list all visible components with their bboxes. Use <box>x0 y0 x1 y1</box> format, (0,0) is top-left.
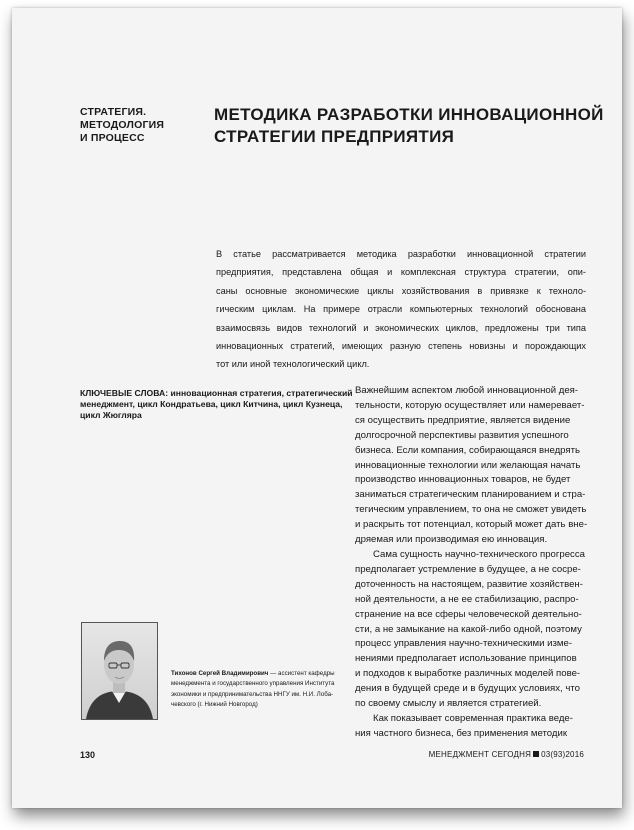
journal-name: МЕНЕДЖМЕНТ СЕГОДНЯ <box>428 750 532 759</box>
author-name: Тихонов Сергей Владимирович <box>171 670 269 677</box>
author-portrait-icon <box>82 623 157 719</box>
square-separator-icon <box>533 751 539 757</box>
article-title: МЕТОДИКА РАЗРАБОТКИ ИННОВАЦИОННОЙ СТРАТЕГИИ ПРЕДПРИЯТИЯ <box>214 105 604 146</box>
keywords: КЛЮЧЕВЫЕ СЛОВА: инновационная стратегия, стратегический менеджмент, цикл Кондратьева, цикл Китчина, цикл Кузнеца, цикл Жюгляра <box>80 388 353 421</box>
abstract: В статье рассматривается методика разработки инновационной стратегии предприятия, представлена общая и комплексная структура стратегии, опи- саны основные экономические циклы хозяйствования в привязке к техноло- гическим циклам. На примере отрасли компьютерных технологий обоснована взаимосвязь видов технологий и экономических циклов, предложены три типа инновационных стратегий, имеющих разную степень новизны и порождающих тот или иной технологический цикл. <box>216 249 586 370</box>
journal-page <box>12 8 622 808</box>
page-number: 130 <box>80 750 96 760</box>
journal-issue: 03(93)2016 <box>541 750 584 759</box>
body-text: Важнейшим аспектом любой инновационной дея- тельности, которую осуществляет или намеревает- ся осуществить предприятие, является видение долгосрочной перспективы развития успешного бизнеса. Если компания, собирающаяся внедрять инновационные технологии или желающая начать производство инновационных товаров, не будет заниматься стратегическим планированием и стра- тегическим управлением, то она не сможет увидеть и раскрыть тот потенциал, который может дать вне- дряемая или производимая ею инновация. Сама сущность научно-технического прогресса предполагает устремление в будущее, а не сосре- доточенность на настоящем, развитие хозяйствен- ной деятельности, а не ее стабилизацию, распро- странение на все сферы человеческой деятельно- сти, а не замыкание на какой-либо одной, поэтому процесс управления научно-техническими изме- нениями предполагает использование принципов и подходов к выработке различных моделей пове- дения в будущей среде и в будущих условиях, что по своему смыслу и является стратегией. Как показывает современная практика веде- ния частного бизнеса, без применения методик <box>355 385 588 739</box>
journal-footer <box>429 750 584 759</box>
author-photo <box>81 622 158 720</box>
author-info: Тихонов Сергей Владимирович — ассистент кафедры менеджмента и государственного управления Института экономики и предпринимательства ННГУ им. Н.И. Лоба- чевского (г. Нижний Новгород) <box>171 670 335 709</box>
section-label: СТРАТЕГИЯ. МЕТОДОЛОГИЯ И ПРОЦЕСС <box>80 106 165 144</box>
